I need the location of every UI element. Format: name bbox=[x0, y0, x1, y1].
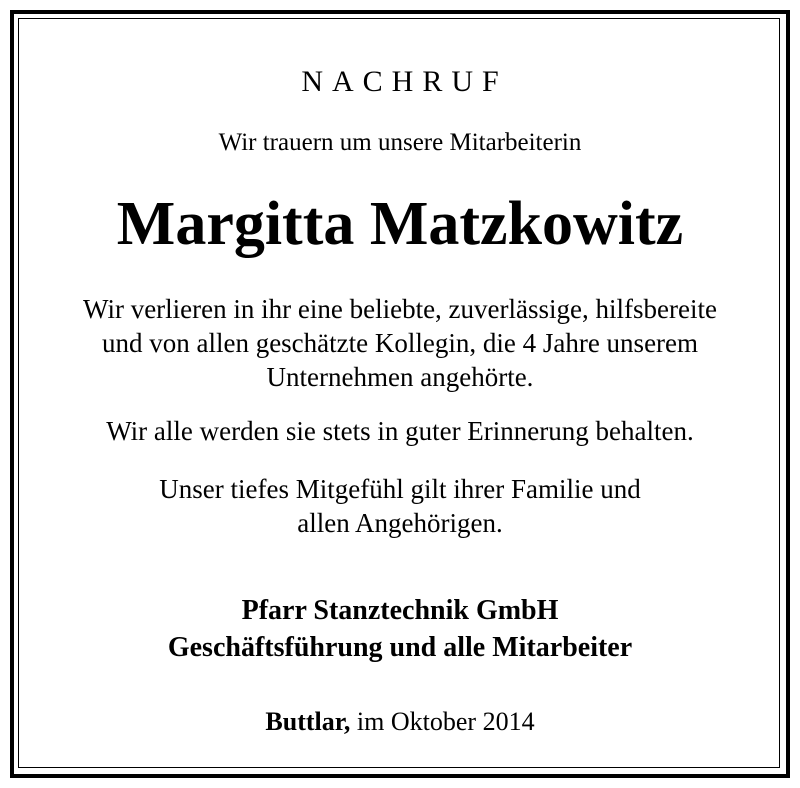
company-signature bbox=[0, 592, 800, 666]
deceased-name: Margitta Matzkowitz bbox=[116, 190, 684, 258]
company-name: Pfarr Stanztechnik GmbH bbox=[241, 595, 559, 626]
intro-text: Wir trauern um unsere Mitarbeiterin bbox=[218, 129, 582, 156]
condolence-line: Unser tiefes Mitgefühl gilt ihrer Familie und bbox=[159, 474, 641, 504]
date-text: im Oktober 2014 bbox=[350, 707, 535, 736]
company-staff: Geschäftsführung und alle Mitarbeiter bbox=[167, 632, 633, 663]
tribute-line: Wir verlieren in ihr eine beliebte, zuverlässige, hilfsbereite bbox=[83, 294, 717, 324]
notice-heading: NACHRUF bbox=[301, 65, 508, 98]
condolence-paragraph bbox=[0, 472, 800, 540]
condolence-line: allen Angehörigen. bbox=[297, 508, 503, 538]
place-name: Buttlar, bbox=[265, 707, 351, 736]
remembrance-text: Wir alle werden sie stets in guter Erinnerung behalten. bbox=[106, 416, 694, 446]
tribute-paragraph bbox=[0, 292, 800, 394]
tribute-line: Unternehmen angehörte. bbox=[266, 362, 534, 392]
tribute-line: und von allen geschätzte Kollegin, die 4 Jahre unserem bbox=[101, 328, 699, 358]
place-date-line bbox=[0, 704, 800, 740]
